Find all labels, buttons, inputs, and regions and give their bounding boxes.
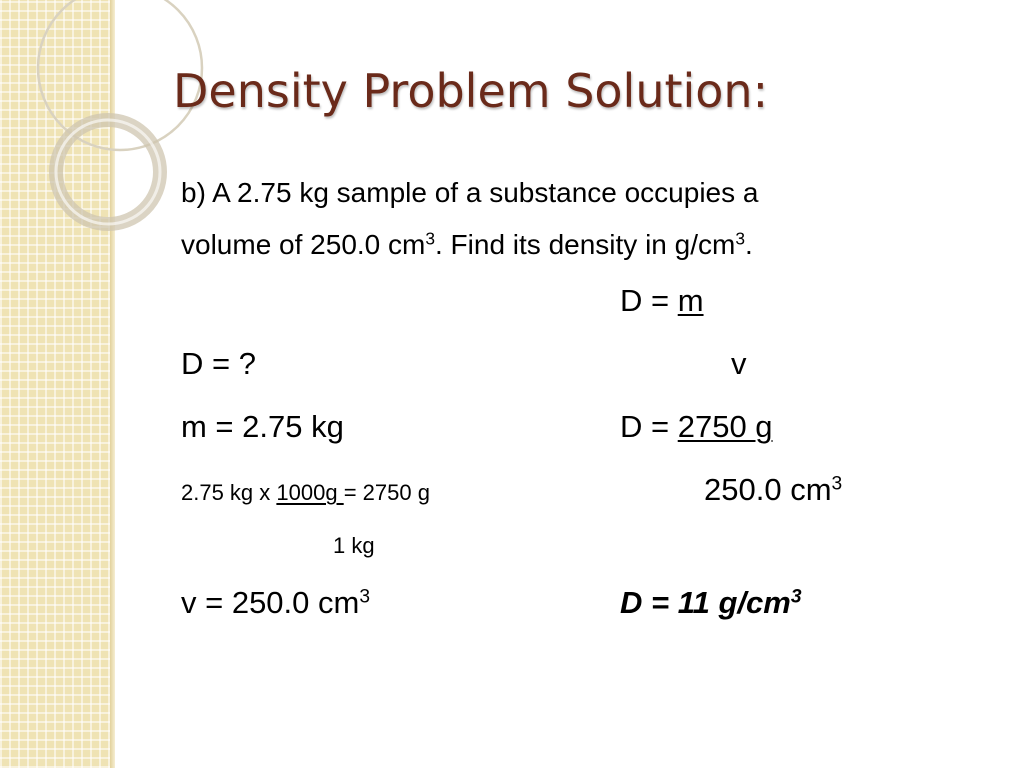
substitution-numerator: 2750 g: [677, 409, 773, 444]
question-line-2: volume of 250.0 $cm^3$. Find its density in $g/cm^3$.: [181, 228, 753, 260]
final-answer: D = 11 $g/cm^3$: [620, 585, 802, 620]
page-title: Density Problem Solution:: [173, 64, 769, 118]
conversion-numerator: 1000g: [276, 480, 344, 505]
density-unknown: D = ?: [181, 346, 256, 381]
substitution-denominator: 250.0 $cm^3$: [704, 472, 843, 507]
mass-given: m = 2.75 kg: [181, 409, 344, 444]
conversion-denominator: 1 kg: [333, 533, 375, 558]
volume-given: v = 250.0 $cm^3$: [181, 585, 371, 620]
formula-numerator: m: [677, 283, 704, 318]
unit-conversion: 2.75 kg x 1000g = 2750 g: [181, 480, 430, 505]
density-formula: D = m: [620, 283, 704, 318]
density-substitution: D = 2750 g: [620, 409, 773, 444]
question-line-1: b) A 2.75 kg sample of a substance occupies a: [181, 177, 759, 208]
formula-denominator: v: [731, 346, 747, 381]
